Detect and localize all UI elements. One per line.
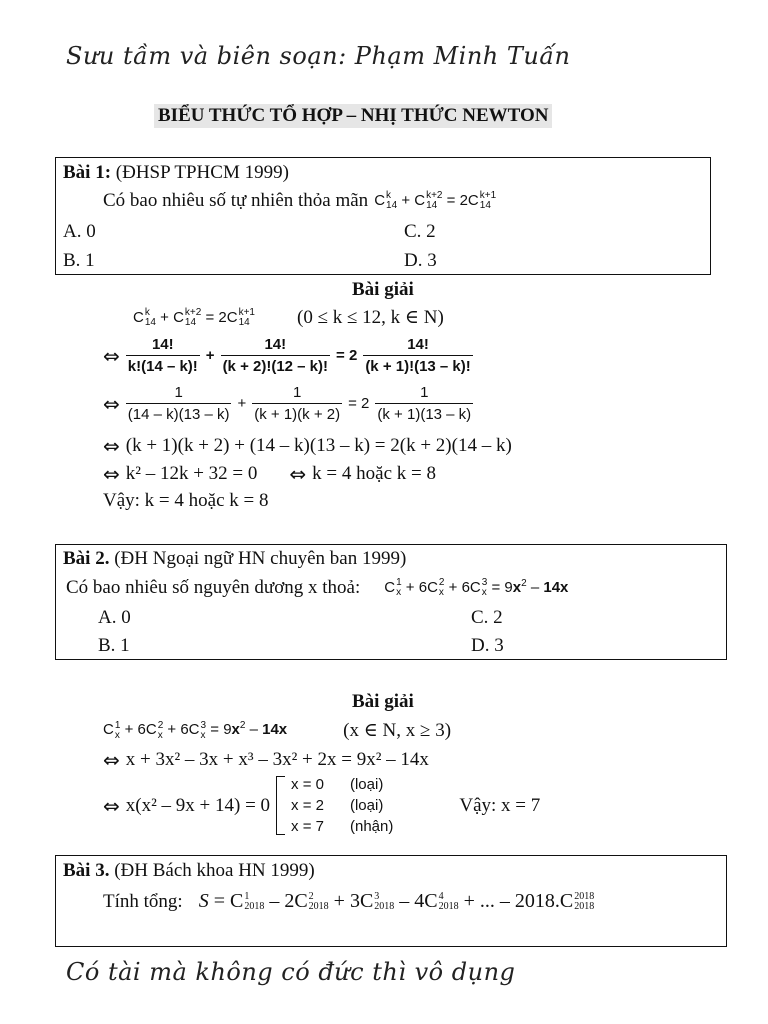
- equivalence-arrow-icon: ⇔: [103, 343, 120, 368]
- solution-2-case-system: [276, 776, 393, 835]
- solution-2-condition: (x ∈ N, x ≥ 3): [343, 720, 452, 741]
- solution-1-line-2: ⇔ $\frac{14!}{k!(14 - k)!}$ + $\frac{14!}{(k + 2)!(12 - k)!}$ = 2 $\frac{14!}{(k + 1)!(13 - k)!}$: [103, 336, 471, 375]
- problem-3-heading: Bài 3.: [63, 860, 110, 881]
- solution-1-line-4: [103, 434, 512, 458]
- solution-2-line-3: [103, 776, 540, 835]
- problem-2-option-a: A. 0: [98, 607, 131, 628]
- footer-motto: Có tài mà không có đức thì vô dụng: [66, 958, 516, 986]
- problem-2-option-d: D. 3: [471, 635, 504, 656]
- problem-1-option-a: A. 0: [63, 221, 96, 242]
- problem-1-option-c: C. 2: [404, 221, 436, 242]
- solution-2-line-2: [103, 748, 429, 772]
- problem-2-option-b: B. 1: [98, 635, 130, 656]
- equivalence-arrow-icon: ⇔: [103, 462, 120, 486]
- case-row: [291, 776, 393, 793]
- equivalence-arrow-icon: ⇔: [103, 434, 120, 458]
- solution-1-heading: Bài giải: [352, 279, 414, 300]
- problem-3-sum-formula: S = C 1 2018 – 2C 2 2018 + 3C 3 2018 – 4C 4 2018 + ... – 2018.C 2018 2018: [198, 890, 595, 913]
- solution-1-condition: (0 ≤ k ≤ 12, k ∈ N): [297, 307, 444, 328]
- fraction: $\frac{1}{(k + 1)(13 - k)}$: [377, 384, 472, 423]
- problem-3-question-text: Tính tổng:: [103, 890, 183, 912]
- problem-2-question-text: Có bao nhiêu số nguyên dương x thoả:: [66, 577, 361, 598]
- solution-2-conclusion: Vậy: x = 7: [459, 794, 541, 816]
- problem-2-title: [63, 548, 406, 570]
- fraction: $\frac{14!}{(k + 1)!(13 - k)!}$: [365, 336, 471, 375]
- equivalence-arrow-icon: ⇔: [103, 793, 120, 818]
- solution-1-line-3: ⇔ $\frac{1}{(14 - k)(13 - k)}$ + $\frac{1}{(k + 1)(k + 2)}$ = 2 $\frac{1}{(k + 1)(13 - k)}$: [103, 384, 472, 423]
- problem-3-question: [103, 890, 594, 913]
- case-row: [291, 818, 393, 835]
- page-title: BIỂU THỨC TỔ HỢP – NHỊ THỨC NEWTON: [154, 104, 552, 128]
- equivalence-arrow-icon: ⇔: [289, 462, 307, 486]
- bracket-icon: [276, 776, 285, 835]
- author-header: Sưu tầm và biên soạn: Phạm Minh Tuấn: [66, 42, 571, 70]
- case-eq: x = 7: [291, 818, 324, 835]
- problem-1-heading: Bài 1:: [63, 162, 112, 183]
- case-note: (loại): [349, 776, 384, 793]
- solution-1-equation: C k 14 + C k+2 14 = 2C k+1 14: [133, 306, 255, 328]
- problem-1-option-d: D. 3: [404, 250, 437, 271]
- solution-1-line-5: [103, 462, 436, 486]
- case-eq: x = 2: [291, 797, 324, 814]
- solution-1-line-4-text: (k + 1)(k + 2) + (14 – k)(13 – k) = 2(k + 2)(14 – k): [125, 435, 512, 456]
- case-row: [291, 797, 393, 814]
- equivalence-arrow-icon: ⇔: [103, 748, 120, 772]
- solution-1-quadratic: k² – 12k + 32 = 0: [125, 463, 258, 484]
- fraction: $\frac{1}{(k + 1)(k + 2)}$: [254, 384, 341, 423]
- problem-1-equation: C k 14 + C k+2 14 = 2C k+1 14: [374, 190, 497, 211]
- solution-1-line-1: [133, 306, 444, 329]
- fraction: $\frac{14!}{k!(14 - k)!}$: [127, 336, 198, 375]
- solution-1-roots: k = 4 hoặc k = 8: [312, 463, 436, 484]
- problem-2-heading: Bài 2.: [63, 548, 110, 569]
- problem-3-title: [63, 860, 315, 882]
- solution-2-line-1: [103, 719, 451, 742]
- problem-1-title: [63, 162, 289, 184]
- solution-2-line-2-text: x + 3x² – 3x + x³ – 3x² + 2x = 9x² – 14x: [125, 749, 429, 770]
- solution-1-conclusion: Vậy: k = 4 hoặc k = 8: [103, 490, 269, 511]
- problem-2-option-c: C. 2: [471, 607, 503, 628]
- solution-2-equation: C 1 x + 6C 2 x + 6C 3 x = $9x^2 - 14x$: [103, 719, 288, 741]
- case-note: (nhận): [349, 818, 394, 835]
- problem-1-question: [103, 190, 496, 212]
- problem-1-source: (ĐHSP TPHCM 1999): [115, 162, 289, 183]
- fraction: $\frac{1}{(14 - k)(13 - k)}$: [127, 384, 230, 423]
- problem-1-option-b: B. 1: [63, 250, 95, 271]
- case-eq: x = 0: [291, 776, 324, 793]
- equivalence-arrow-icon: ⇔: [103, 391, 120, 416]
- problem-3-source: (ĐH Bách khoa HN 1999): [114, 860, 315, 881]
- fraction: $\frac{14!}{(k + 2)!(12 - k)!}$: [222, 336, 329, 375]
- problem-2-source: (ĐH Ngoại ngữ HN chuyên ban 1999): [114, 548, 407, 569]
- solution-2-factored: x(x² – 9x + 14) = 0: [125, 794, 271, 816]
- solution-2-heading: Bài giải: [352, 691, 414, 712]
- problem-2-equation: C 1 x + 6C 2 x + 6C 3 x = $9x^2 - 14x$: [384, 577, 569, 599]
- problem-2-question: [66, 577, 568, 599]
- problem-1-question-text: Có bao nhiêu số tự nhiên thỏa mãn: [103, 190, 369, 211]
- case-note: (loại): [349, 797, 384, 814]
